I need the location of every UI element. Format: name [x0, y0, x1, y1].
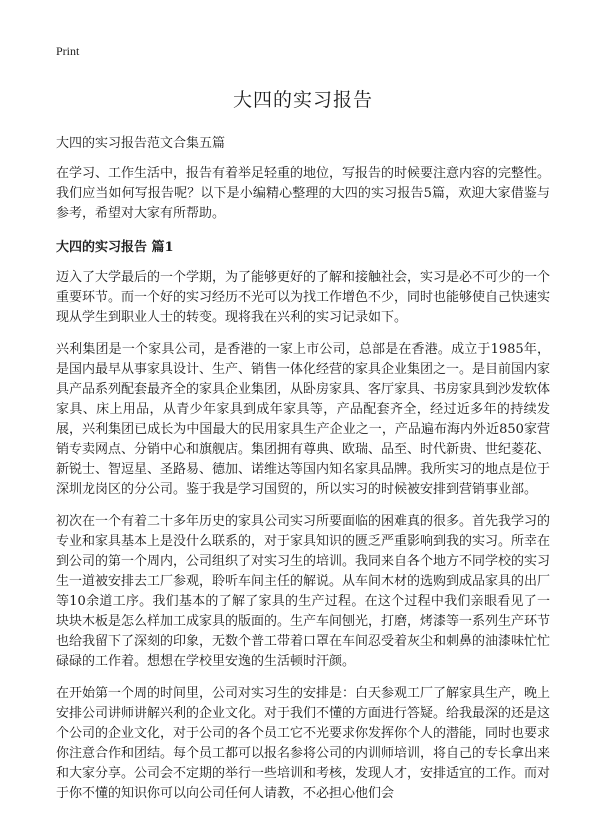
print-label: Print: [56, 44, 80, 58]
intro-paragraph: 在学习、工作生活中，报告有着举足轻重的地位，写报告的时候要注意内容的完整性。我们应当如何写报告呢？以下是小编精心整理的大四的实习报告5篇，欢迎大家借鉴与参考，希望对大家有所帮助。: [56, 166, 551, 221]
document-subtitle: 大四的实习报告范文合集五篇: [56, 136, 226, 151]
body-paragraph: 初次在一个有着二十多年历史的家具公司实习所要面临的困难真的很多。首先我学习的专业和家具基本上是没什么联系的，对于家具知识的匮乏严重影响到我的实习。所幸在到公司的第一个周内，公司组织了对实习生的培训。我同来自各个地方不同学校的实习生一道被安排去工厂参观，聆听车间主任的解说。从车间木材的选购到成品家具的出厂等10余道工序。我们基本的了解了家具的生产过程。在这个过程中我们亲眼看见了一块块木板是怎么样加工成家具的版面的。生产车间刨光，打磨，烤漆等一系列生产环节也给我留下了深刻的印象，无数个普工带着口罩在车间忍受着灰尘和刺鼻的油漆味忙忙碌碌的工作着。想想在学校里安逸的生活顿时汗颜。: [56, 514, 551, 669]
section-heading: 大四的实习报告 篇1: [56, 240, 174, 255]
body-paragraph: 迈入了大学最后的一个学期，为了能够更好的了解和接触社会，实习是必不可少的一个重要环节。而一个好的实习经历不光可以为找工作增色不少，同时也能够使自己快速实现从学生到职业人士的转变。现将我在兴利的实习记录如下。: [56, 270, 551, 325]
document-title: 大四的实习报告: [232, 89, 373, 111]
body-paragraph: 兴利集团是一个家具公司，是香港的一家上市公司，总部是在香港。成立于1985年，是国内最早从事家具设计、生产、销售一体化经营的家具企业集团之一。是目前国内家具产品系列配套最齐全的家具企业集团，从卧房家具、客厅家具、书房家具到沙发软体家具、床上用品，从青少年家具到成年家具等，产品配套齐全，经过近多年的持续发展，兴利集团已成长为中国最大的民用家具生产企业之一，产品遍布海内外近850家营销专卖网点、分销中心和旗舰店。集团拥有尊典、欧瑞、品至、时代新贵、世纪菱花、新锐士、智逗星、圣路易、德加、诺维达等国内知名家具品牌。我所实习的地点是位于深圳龙岗区的分公司。鉴于我是学习国贸的，所以实习的时候被安排到营销事业部。: [56, 342, 551, 497]
body-paragraph: 在开始第一个周的时间里，公司对实习生的安排是：白天参观工厂了解家具生产，晚上安排公司讲师讲解兴利的企业文化。对于我们不懂的方面进行答疑。给我最深的还是这个公司的企业文化，对于公司的各个员工它不光要求你发挥你个人的潜能，同时也要求你注意合作和团结。每个员工都可以报名参将公司的内训师培训，将自己的专长拿出来和大家分享。公司会不定期的举行一些培训和考核，发现人才，安排适宜的工作。而对于你不懂的知识你可以向公司任何人请教，不必担心他们会: [56, 686, 551, 801]
